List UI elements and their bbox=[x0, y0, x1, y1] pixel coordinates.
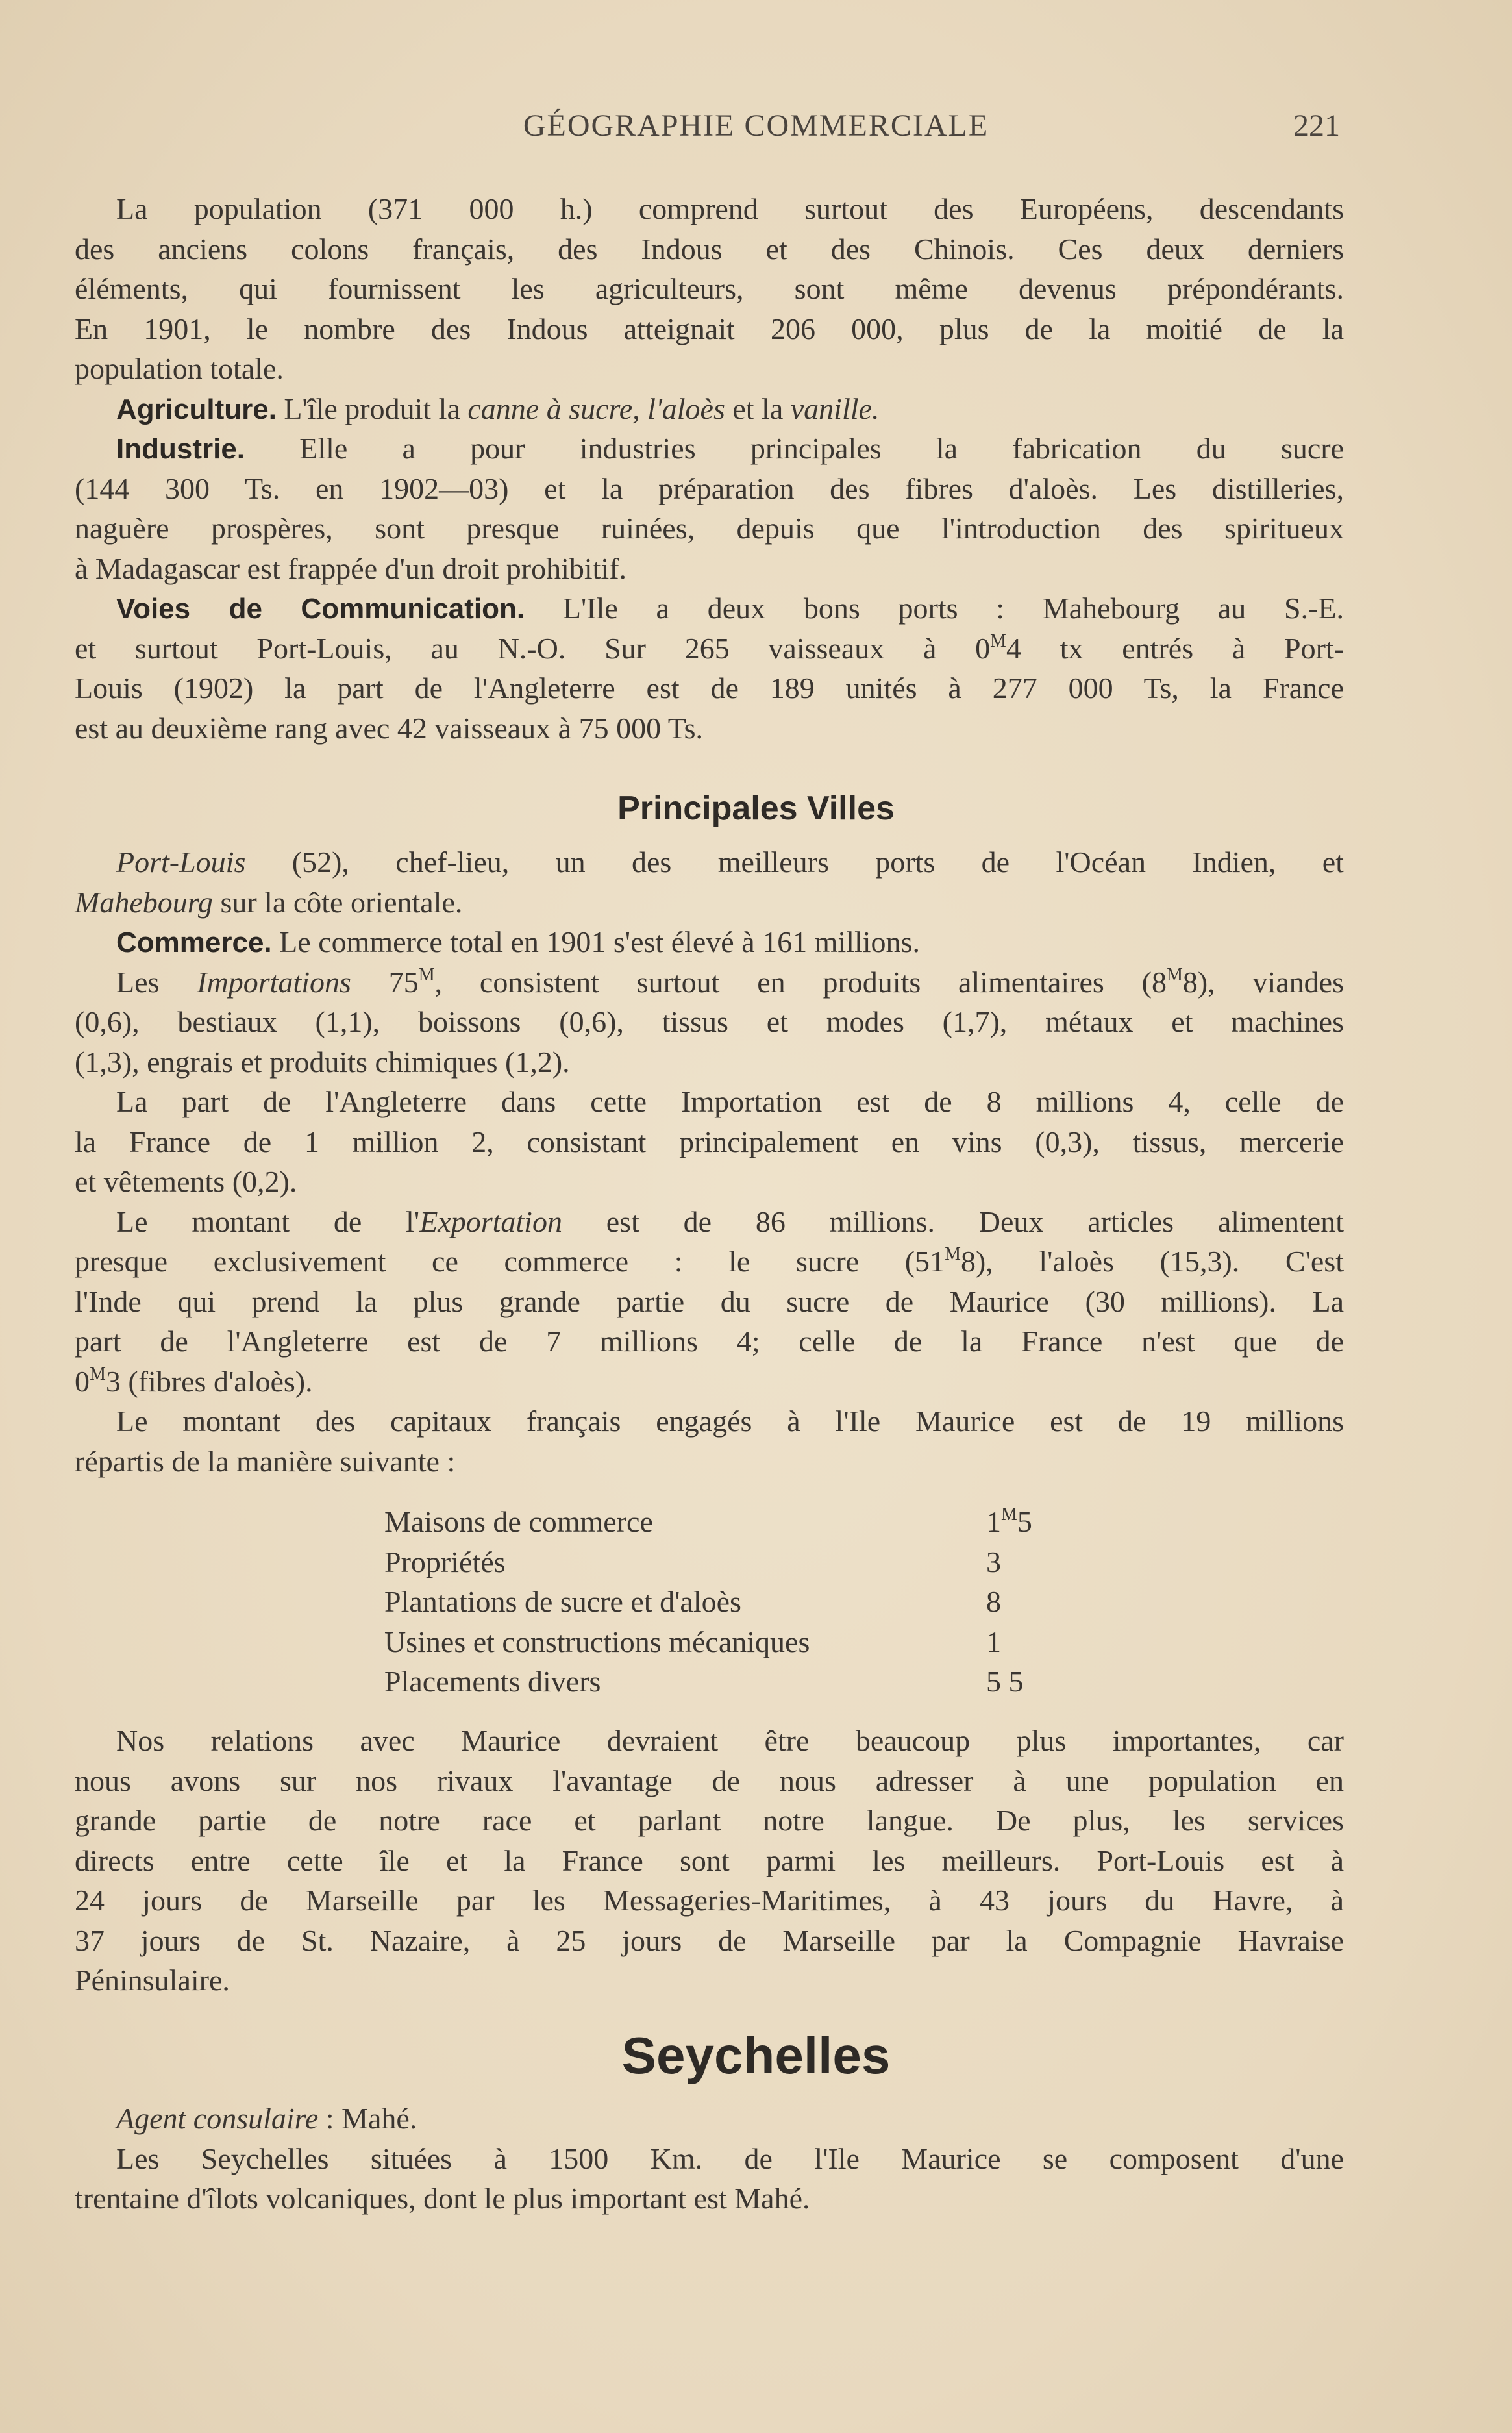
text-run: 0 bbox=[75, 1364, 90, 1398]
run-in-heading: Voies de Communication. bbox=[116, 593, 525, 625]
text-line bbox=[75, 962, 1344, 1003]
text-line bbox=[75, 1241, 1344, 1282]
text-line bbox=[75, 1282, 1344, 1322]
value-decimal: 5 bbox=[1017, 1505, 1032, 1538]
value-number: 8 bbox=[986, 1585, 1001, 1618]
italic-text: canne à sucre, l'aloès bbox=[467, 392, 725, 425]
text-run: (1,3), engrais et produits chimiques (1,2). bbox=[75, 1045, 570, 1079]
paragraph bbox=[75, 922, 1344, 962]
superscript: M bbox=[990, 630, 1007, 651]
text-run: 8), l'aloès (15,3). C'est bbox=[960, 1245, 1344, 1278]
text-run: part de l'Angleterre est de 7 millions 4; celle de la France n'est que de bbox=[75, 1325, 1344, 1358]
text-run: , consistent surtout en produits alimentaires (8 bbox=[434, 965, 1167, 999]
text-run: population totale. bbox=[75, 352, 284, 385]
page-number: 221 bbox=[1293, 108, 1340, 143]
table-row bbox=[384, 1502, 1163, 1542]
text-line bbox=[75, 269, 1344, 309]
italic-text: vanille. bbox=[790, 392, 880, 425]
text-run: est de 86 millions. Deux articles alimentent bbox=[562, 1204, 1345, 1238]
row-value bbox=[986, 1622, 1001, 1662]
value-number: 3 bbox=[986, 1545, 1001, 1578]
italic-text: Exportation bbox=[419, 1204, 562, 1238]
run-in-heading: Industrie. bbox=[116, 433, 245, 465]
maurice-population-section bbox=[75, 189, 1344, 748]
text-line bbox=[75, 629, 1344, 669]
text-run: La population (371 000 h.) comprend surtout des Européens, descendants bbox=[116, 192, 1344, 225]
text-run: Le montant de l' bbox=[116, 1204, 420, 1238]
text-line bbox=[75, 1401, 1344, 1441]
text-run: à Madagascar est frappée d'un droit prohibitif. bbox=[75, 551, 627, 585]
text-line bbox=[75, 2178, 1344, 2219]
text-line bbox=[75, 2139, 1344, 2179]
run-in-heading: Agriculture. bbox=[116, 393, 277, 425]
row-value bbox=[986, 1582, 1001, 1622]
text-run: Le montant des capitaux français engagés à l'Ile Maurice est de 19 millions bbox=[116, 1404, 1344, 1438]
row-label: Plantations de sucre et d'aloès bbox=[384, 1585, 741, 1618]
text-run: et la bbox=[725, 392, 791, 425]
text-run: 24 jours de Marseille par les Messageries-Maritimes, à 43 jours du Havre, à bbox=[75, 1884, 1344, 1917]
text-line bbox=[75, 1002, 1344, 1042]
text-run: est au deuxième rang avec 42 vaisseaux à 75 000 Ts. bbox=[75, 711, 704, 745]
text-line bbox=[75, 349, 1344, 389]
text-line bbox=[75, 469, 1344, 509]
text-line bbox=[75, 922, 1344, 962]
text-line bbox=[75, 189, 1344, 229]
text-line bbox=[75, 588, 1344, 629]
text-line bbox=[75, 1801, 1344, 1841]
text-run: Péninsulaire. bbox=[75, 1964, 230, 1997]
italic-text: Agent consulaire bbox=[116, 2102, 319, 2135]
text-run: presque exclusivement ce commerce : le sucre (51 bbox=[75, 1245, 945, 1278]
text-line bbox=[75, 1321, 1344, 1362]
text-run: Les Seychelles situées à 1500 Km. de l'Ile Maurice se composent d'une bbox=[116, 2141, 1344, 2175]
italic-text: Importations bbox=[197, 965, 351, 999]
superscript: M bbox=[1166, 964, 1183, 985]
text-line bbox=[75, 842, 1344, 882]
text-line bbox=[75, 309, 1344, 349]
row-label: Maisons de commerce bbox=[384, 1505, 653, 1538]
text-run: grande partie de notre race et parlant notre langue. De plus, les services bbox=[75, 1804, 1344, 1837]
text-run: naguère prospères, sont presque ruinées, depuis que l'introduction des spiritueux bbox=[75, 512, 1344, 545]
text-run: nous avons sur nos rivaux l'avantage de nous adresser à une population en bbox=[75, 1764, 1344, 1797]
text-line bbox=[75, 1202, 1344, 1242]
paragraph bbox=[75, 2139, 1344, 2219]
text-line bbox=[75, 2099, 1344, 2139]
table-row bbox=[384, 1542, 1163, 1582]
value-number: 1 bbox=[986, 1505, 1001, 1538]
superscript: M bbox=[90, 1364, 106, 1384]
value-number: 5 5 bbox=[986, 1665, 1024, 1698]
text-line bbox=[75, 1721, 1344, 1761]
section-heading-principales-villes: Principales Villes bbox=[617, 790, 895, 827]
villes-commerce-section bbox=[75, 842, 1344, 1481]
table-row bbox=[384, 1662, 1163, 1702]
italic-text: Mahebourg bbox=[75, 885, 213, 919]
running-header: GÉOGRAPHIE COMMERCIALE bbox=[523, 108, 989, 143]
relations-section bbox=[75, 1721, 1344, 2001]
text-run: trentaine d'îlots volcaniques, dont le plus important est Mahé. bbox=[75, 2182, 810, 2215]
text-run: 8), viandes bbox=[1182, 965, 1344, 999]
text-run: et surtout Port-Louis, au N.-O. Sur 265 vaisseaux à 0 bbox=[75, 631, 991, 665]
text-line bbox=[75, 882, 1344, 923]
text-line bbox=[75, 1960, 1344, 2001]
seychelles-section bbox=[75, 2099, 1344, 2219]
text-run: des anciens colons français, des Indous et des Chinois. Ces deux derniers bbox=[75, 232, 1344, 266]
text-run: éléments, qui fournissent les agriculteurs, sont même devenus prépondérants. bbox=[75, 272, 1344, 305]
text-run: et vêtements (0,2). bbox=[75, 1165, 297, 1198]
paragraph bbox=[75, 1082, 1344, 1202]
text-run: Les bbox=[116, 965, 197, 999]
italic-text: Port-Louis bbox=[116, 845, 246, 879]
text-run: sur la côte orientale. bbox=[212, 885, 463, 919]
text-line bbox=[75, 1042, 1344, 1082]
text-line bbox=[75, 708, 1344, 749]
text-run: Louis (1902) la part de l'Angleterre est de 189 unités à 277 000 Ts, la France bbox=[75, 671, 1344, 705]
section-heading-seychelles: Seychelles bbox=[621, 2027, 891, 2084]
text-run: La part de l'Angleterre dans cette Importation est de 8 millions 4, celle de bbox=[116, 1085, 1344, 1118]
text-line bbox=[75, 1362, 1344, 1402]
text-run: 3 (fibres d'aloès). bbox=[105, 1364, 313, 1398]
text-line bbox=[75, 389, 1344, 429]
paragraph bbox=[75, 389, 1344, 429]
row-label: Usines et constructions mécaniques bbox=[384, 1625, 810, 1658]
paragraph bbox=[75, 1721, 1344, 2001]
text-line bbox=[75, 1880, 1344, 1921]
row-value bbox=[986, 1542, 1001, 1582]
text-run: (0,6), bestiaux (1,1), boissons (0,6), tissus et modes (1,7), métaux et machines bbox=[75, 1005, 1344, 1038]
text-line bbox=[75, 549, 1344, 589]
text-line bbox=[75, 429, 1344, 469]
text-line bbox=[75, 1162, 1344, 1202]
row-label: Placements divers bbox=[384, 1665, 601, 1698]
run-in-heading: Commerce. bbox=[116, 927, 272, 958]
text-run: En 1901, le nombre des Indous atteignait 206 000, plus de la moitié de la bbox=[75, 312, 1344, 345]
text-line bbox=[75, 1761, 1344, 1801]
text-line bbox=[75, 1082, 1344, 1122]
text-run: Elle a pour industries principales la fabrication du sucre bbox=[245, 432, 1344, 465]
superscript: M bbox=[945, 1244, 961, 1264]
text-line bbox=[75, 1841, 1344, 1881]
text-run: (144 300 Ts. en 1902—03) et la préparation des fibres d'aloès. Les distilleries, bbox=[75, 471, 1344, 505]
paragraph bbox=[75, 962, 1344, 1082]
table-row bbox=[384, 1582, 1163, 1622]
row-value bbox=[986, 1662, 1024, 1702]
text-run: directs entre cette île et la France sont parmi les meilleurs. Port-Louis est à bbox=[75, 1843, 1344, 1877]
table-row bbox=[384, 1622, 1163, 1662]
paragraph bbox=[75, 588, 1344, 748]
text-line bbox=[75, 668, 1344, 708]
text-run: l'Inde qui prend la plus grande partie du sucre de Maurice (30 millions). La bbox=[75, 1284, 1344, 1318]
paragraph bbox=[75, 1401, 1344, 1481]
text-run: L'Ile a deux bons ports : Mahebourg au S.-E. bbox=[525, 592, 1344, 625]
paragraph bbox=[75, 842, 1344, 922]
text-run: répartis de la manière suivante : bbox=[75, 1444, 456, 1478]
superscript: M bbox=[1001, 1504, 1017, 1525]
paragraph bbox=[75, 2099, 1344, 2139]
text-run: 4 tx entrés à Port- bbox=[1006, 631, 1344, 665]
value-number: 1 bbox=[986, 1625, 1001, 1658]
paragraph bbox=[75, 1202, 1344, 1402]
text-line bbox=[75, 508, 1344, 549]
text-line bbox=[75, 1921, 1344, 1961]
text-run: 75 bbox=[351, 965, 419, 999]
row-value bbox=[986, 1502, 1032, 1542]
text-run: L'île produit la bbox=[276, 392, 468, 425]
paragraph bbox=[75, 189, 1344, 389]
superscript: M bbox=[418, 964, 435, 985]
text-run: la France de 1 million 2, consistant principalement en vins (0,3), tissus, mercerie bbox=[75, 1125, 1344, 1158]
paragraph bbox=[75, 429, 1344, 588]
text-run: (52), chef-lieu, un des meilleurs ports de l'Océan Indien, et bbox=[245, 845, 1344, 879]
text-run: Nos relations avec Maurice devraient être beaucoup plus importantes, car bbox=[116, 1724, 1344, 1757]
text-run: 37 jours de St. Nazaire, à 25 jours de Marseille par la Compagnie Havraise bbox=[75, 1923, 1344, 1957]
text-run: Le commerce total en 1901 s'est élevé à 161 millions. bbox=[271, 925, 920, 958]
text-line bbox=[75, 1441, 1344, 1482]
text-run: : Mahé. bbox=[318, 2102, 417, 2135]
text-line bbox=[75, 229, 1344, 269]
row-label: Propriétés bbox=[384, 1545, 506, 1578]
text-line bbox=[75, 1122, 1344, 1162]
